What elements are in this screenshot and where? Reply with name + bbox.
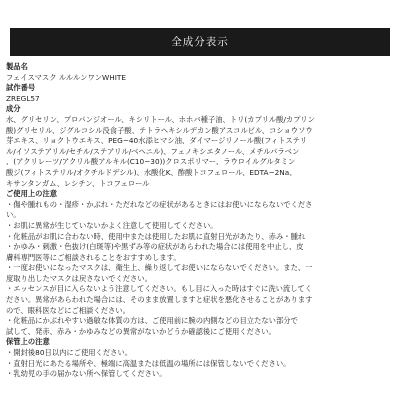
ingredients-line: 酸ジ(フィトステリル/オクチルドデシル)、水酸化K、酢酸トコフェロール、EDTA−2Na、 xyxy=(6,167,297,177)
usage-line: ・お肌に異常が生じていないかよく注意して使用してください。 xyxy=(6,220,218,230)
usage-line: ・エッセンスが目に入らないよう注意してください。もし目に入った時はすぐに洗い流してく xyxy=(6,284,313,294)
ingredients-line: 酸)グリセリル、ジグルコシル没食子酸、テトラヘキシルデカン酸アスコルビル、コショウソウ xyxy=(6,125,313,135)
storage-precautions-label: 保管上の注意 xyxy=(6,337,50,347)
header-title: 全成分表示 xyxy=(171,36,229,48)
ingredients-line: 水、グリセリン、プロパンジオール、キシリトール、ホホバ種子油、トリ(カプリル酸/カプリン xyxy=(6,114,315,124)
usage-line: 度取り出したマスクは戻さないでください。 xyxy=(6,273,152,283)
usage-line: ・傷や腫れもの・湿疹・かぶれ・ただれなどの症状があるときにはお使いにならないでくださ xyxy=(6,199,313,209)
trial-number-label: 試作番号 xyxy=(6,83,36,93)
ingredients-label: 成分 xyxy=(6,104,21,114)
storage-line: ・開封後80日以内にご使用ください。 xyxy=(6,348,133,358)
usage-line: ・化粧品がお肌に合わない時、使用中または使用したお肌に直射日光があたり、赤み・腫れ xyxy=(6,231,306,241)
usage-line: 試して、発赤、赤み・かゆみなどの異常がないかどうか確認後にご使用ください。 xyxy=(6,326,276,336)
usage-line: い。 xyxy=(6,210,21,220)
storage-line: ・乳幼児の手の届かない所へ保管してください。 xyxy=(6,369,167,379)
usage-line: ・化粧品にかぶれやすい過敏な体質の方は、ご使用前に腕の内側などの目立たない部分で xyxy=(6,316,298,326)
usage-line: 膚科専門医等にご相談されることをおすすめします。 xyxy=(6,252,181,262)
storage-line: ・直射日光にあたる場所や、極端に高温または低温の場所には保管しないでください。 xyxy=(6,358,291,368)
usage-precautions-label: ご使用上の注意 xyxy=(6,189,58,199)
section-header xyxy=(10,28,390,56)
ingredients-line: ル/イソステアリル/セチル/ステアリル/ベヘニル)、フェノキシエタノール、メチルパラベン xyxy=(6,146,300,156)
usage-line: ・かゆみ・刺激・色抜け(白斑等)や黒ずみ等の症状があらわれた場合には使用を中止し、皮 xyxy=(6,242,304,252)
ingredients-line: 、(アクリレーツ/アクリル酸アルキル(C10−30))クロスポリマー、ラウロイルグルタミン xyxy=(6,157,296,167)
ingredients-line: 芽エキス、リョクトウエキス、PEG−40水添ヒマシ油、ダイマージリノール酸(フィトステリ xyxy=(6,136,308,146)
usage-line: ・一度お使いになったマスクは、衛生上、繰り返してお使いにならないでください。また、一 xyxy=(6,263,313,273)
product-name-label: 製品名 xyxy=(6,62,28,71)
usage-line: ださい。異常があらわれた場合には、そのまま放置しますと症状を悪化させることがあります xyxy=(6,295,313,305)
ingredient-document xyxy=(6,62,394,380)
product-name-value: フェイスマスク ルルルンワンWHITE xyxy=(6,72,126,82)
ingredients-line: キサンタンガム、レシチン、トコフェロール xyxy=(6,178,150,188)
usage-line: ので、眼科医などにご相談ください。 xyxy=(6,305,130,315)
trial-number-value: ZREGL57 xyxy=(6,93,40,103)
